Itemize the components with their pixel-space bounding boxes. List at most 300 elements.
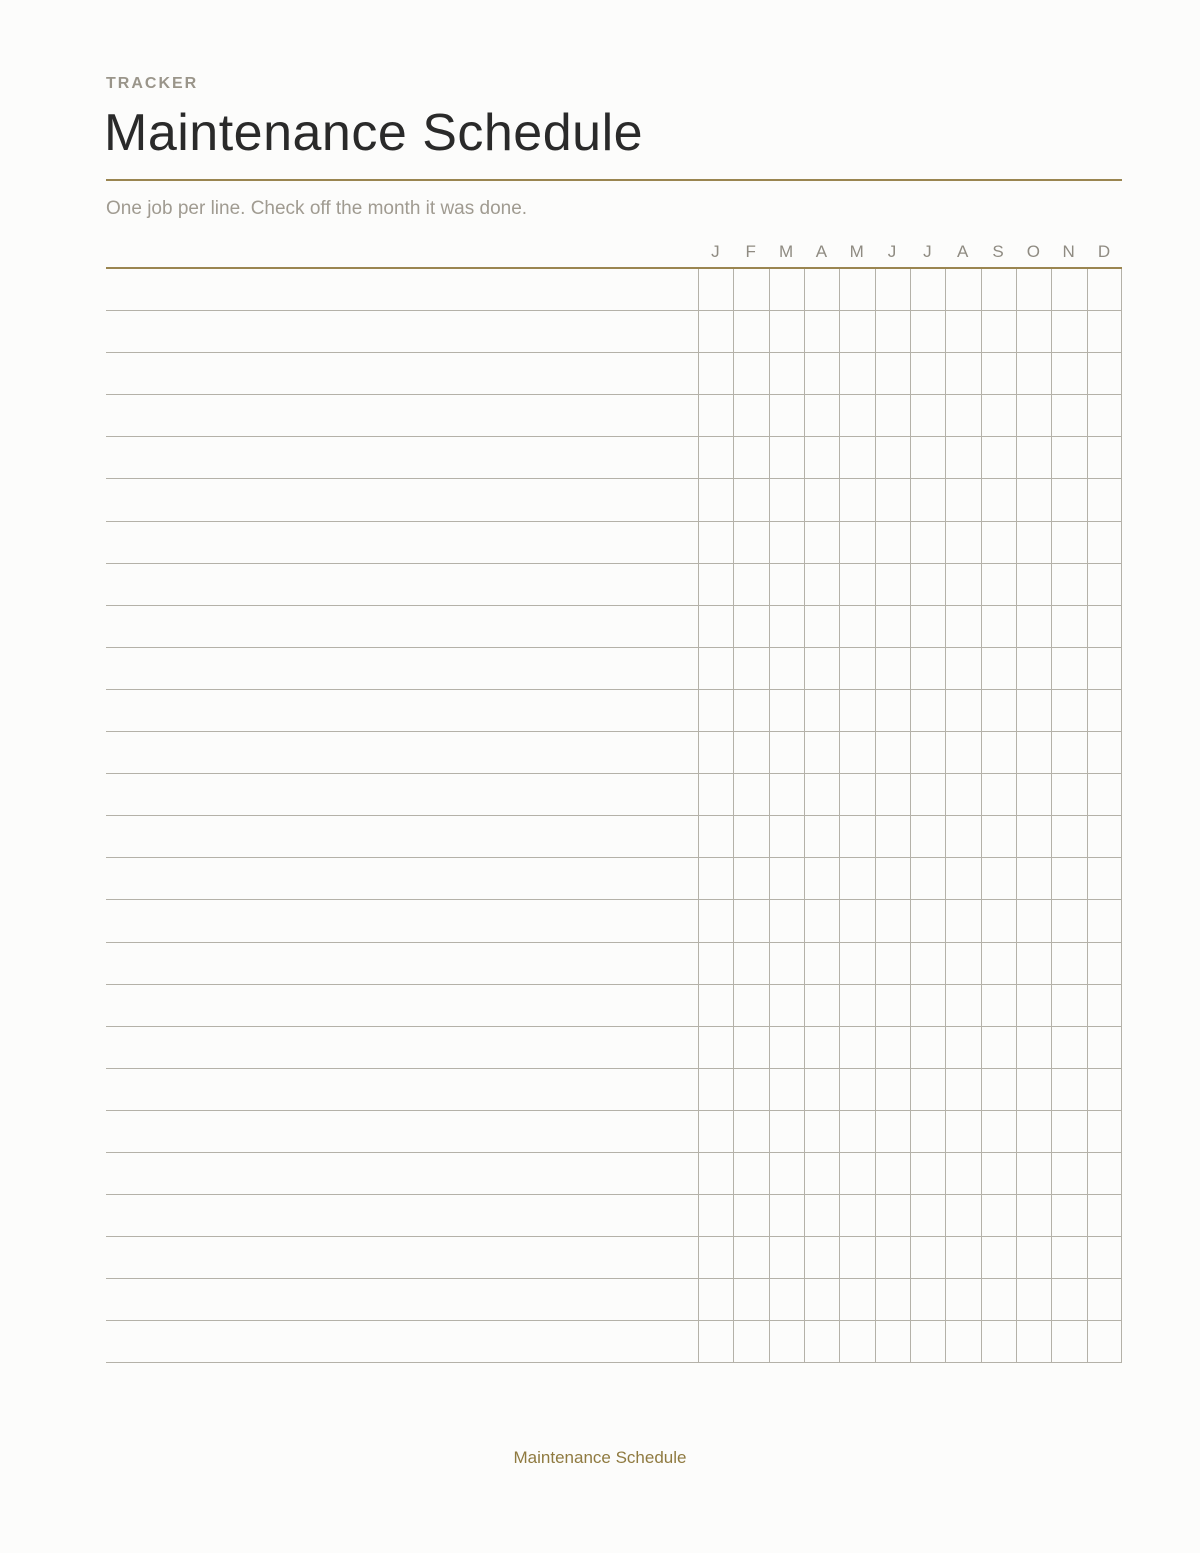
month-check-cell[interactable] [769, 858, 804, 899]
month-check-cell[interactable] [981, 1321, 1016, 1362]
month-check-cell[interactable] [1051, 353, 1086, 394]
month-check-cell[interactable] [875, 774, 910, 815]
month-check-cell[interactable] [981, 1027, 1016, 1068]
month-check-cell[interactable] [981, 564, 1016, 605]
month-check-cell[interactable] [804, 1237, 839, 1278]
month-check-cell[interactable] [733, 1153, 768, 1194]
month-check-cell[interactable] [945, 269, 980, 310]
month-check-cell[interactable] [698, 648, 733, 689]
month-check-cell[interactable] [769, 1279, 804, 1320]
month-check-cell[interactable] [839, 1321, 874, 1362]
month-check-cell[interactable] [981, 353, 1016, 394]
month-check-cell[interactable] [1016, 606, 1051, 647]
month-check-cell[interactable] [945, 437, 980, 478]
month-check-cell[interactable] [1016, 1195, 1051, 1236]
month-check-cell[interactable] [1051, 395, 1086, 436]
month-check-cell[interactable] [769, 1111, 804, 1152]
job-line[interactable] [106, 1027, 698, 1068]
month-check-cell[interactable] [698, 858, 733, 899]
month-check-cell[interactable] [733, 1195, 768, 1236]
month-check-cell[interactable] [945, 1279, 980, 1320]
month-check-cell[interactable] [945, 1111, 980, 1152]
month-check-cell[interactable] [839, 943, 874, 984]
month-check-cell[interactable] [1051, 1027, 1086, 1068]
month-check-cell[interactable] [733, 648, 768, 689]
month-check-cell[interactable] [875, 479, 910, 520]
month-check-cell[interactable] [804, 522, 839, 563]
month-check-cell[interactable] [1051, 648, 1086, 689]
month-check-cell[interactable] [839, 1111, 874, 1152]
month-check-cell[interactable] [875, 1153, 910, 1194]
job-line[interactable] [106, 774, 698, 815]
month-check-cell[interactable] [981, 1237, 1016, 1278]
month-check-cell[interactable] [1016, 522, 1051, 563]
job-line[interactable] [106, 1195, 698, 1236]
month-check-cell[interactable] [981, 1279, 1016, 1320]
month-check-cell[interactable] [981, 269, 1016, 310]
month-check-cell[interactable] [945, 774, 980, 815]
month-check-cell[interactable] [945, 479, 980, 520]
job-line[interactable] [106, 1153, 698, 1194]
month-check-cell[interactable] [839, 858, 874, 899]
month-check-cell[interactable] [769, 353, 804, 394]
month-check-cell[interactable] [1087, 1321, 1122, 1362]
month-check-cell[interactable] [910, 858, 945, 899]
month-check-cell[interactable] [875, 395, 910, 436]
month-check-cell[interactable] [1087, 564, 1122, 605]
month-check-cell[interactable] [875, 648, 910, 689]
month-check-cell[interactable] [1087, 732, 1122, 773]
month-check-cell[interactable] [769, 1069, 804, 1110]
job-line[interactable] [106, 353, 698, 394]
month-check-cell[interactable] [1016, 437, 1051, 478]
month-check-cell[interactable] [839, 774, 874, 815]
month-check-cell[interactable] [1051, 269, 1086, 310]
month-check-cell[interactable] [804, 774, 839, 815]
month-check-cell[interactable] [875, 732, 910, 773]
month-check-cell[interactable] [910, 732, 945, 773]
month-check-cell[interactable] [910, 1237, 945, 1278]
month-check-cell[interactable] [981, 774, 1016, 815]
month-check-cell[interactable] [910, 1027, 945, 1068]
month-check-cell[interactable] [1016, 943, 1051, 984]
month-check-cell[interactable] [804, 606, 839, 647]
month-check-cell[interactable] [1051, 690, 1086, 731]
month-check-cell[interactable] [1051, 1321, 1086, 1362]
month-check-cell[interactable] [1087, 648, 1122, 689]
month-check-cell[interactable] [1016, 985, 1051, 1026]
month-check-cell[interactable] [1016, 690, 1051, 731]
month-check-cell[interactable] [910, 900, 945, 941]
month-check-cell[interactable] [1016, 1027, 1051, 1068]
month-check-cell[interactable] [875, 437, 910, 478]
month-check-cell[interactable] [875, 1279, 910, 1320]
month-check-cell[interactable] [1087, 1027, 1122, 1068]
month-check-cell[interactable] [1016, 353, 1051, 394]
month-check-cell[interactable] [698, 985, 733, 1026]
month-check-cell[interactable] [945, 1237, 980, 1278]
month-check-cell[interactable] [733, 479, 768, 520]
month-check-cell[interactable] [698, 816, 733, 857]
month-check-cell[interactable] [733, 1279, 768, 1320]
month-check-cell[interactable] [1087, 522, 1122, 563]
month-check-cell[interactable] [1016, 648, 1051, 689]
month-check-cell[interactable] [839, 690, 874, 731]
month-check-cell[interactable] [769, 1321, 804, 1362]
month-check-cell[interactable] [804, 1111, 839, 1152]
month-check-cell[interactable] [945, 395, 980, 436]
month-check-cell[interactable] [839, 1237, 874, 1278]
month-check-cell[interactable] [981, 943, 1016, 984]
job-line[interactable] [106, 1321, 698, 1362]
month-check-cell[interactable] [733, 522, 768, 563]
month-check-cell[interactable] [1016, 816, 1051, 857]
job-line[interactable] [106, 1111, 698, 1152]
month-check-cell[interactable] [981, 395, 1016, 436]
month-check-cell[interactable] [910, 985, 945, 1026]
month-check-cell[interactable] [839, 522, 874, 563]
month-check-cell[interactable] [769, 648, 804, 689]
job-line[interactable] [106, 437, 698, 478]
month-check-cell[interactable] [698, 1153, 733, 1194]
month-check-cell[interactable] [733, 732, 768, 773]
month-check-cell[interactable] [698, 1111, 733, 1152]
month-check-cell[interactable] [804, 900, 839, 941]
month-check-cell[interactable] [945, 1195, 980, 1236]
month-check-cell[interactable] [769, 1195, 804, 1236]
month-check-cell[interactable] [875, 269, 910, 310]
month-check-cell[interactable] [804, 1195, 839, 1236]
month-check-cell[interactable] [698, 1237, 733, 1278]
month-check-cell[interactable] [769, 269, 804, 310]
month-check-cell[interactable] [910, 395, 945, 436]
month-check-cell[interactable] [733, 1069, 768, 1110]
month-check-cell[interactable] [875, 522, 910, 563]
month-check-cell[interactable] [1051, 943, 1086, 984]
month-check-cell[interactable] [981, 1153, 1016, 1194]
month-check-cell[interactable] [910, 690, 945, 731]
month-check-cell[interactable] [769, 816, 804, 857]
month-check-cell[interactable] [1016, 1237, 1051, 1278]
job-line[interactable] [106, 732, 698, 773]
month-check-cell[interactable] [875, 1237, 910, 1278]
month-check-cell[interactable] [769, 900, 804, 941]
month-check-cell[interactable] [910, 564, 945, 605]
month-check-cell[interactable] [839, 1279, 874, 1320]
month-check-cell[interactable] [1051, 858, 1086, 899]
month-check-cell[interactable] [1087, 1195, 1122, 1236]
month-check-cell[interactable] [804, 985, 839, 1026]
month-check-cell[interactable] [839, 816, 874, 857]
month-check-cell[interactable] [733, 985, 768, 1026]
month-check-cell[interactable] [804, 437, 839, 478]
month-check-cell[interactable] [945, 1321, 980, 1362]
month-check-cell[interactable] [698, 437, 733, 478]
month-check-cell[interactable] [1051, 816, 1086, 857]
month-check-cell[interactable] [698, 1195, 733, 1236]
job-line[interactable] [106, 564, 698, 605]
month-check-cell[interactable] [910, 774, 945, 815]
month-check-cell[interactable] [910, 816, 945, 857]
month-check-cell[interactable] [698, 353, 733, 394]
month-check-cell[interactable] [945, 900, 980, 941]
month-check-cell[interactable] [981, 479, 1016, 520]
month-check-cell[interactable] [875, 353, 910, 394]
month-check-cell[interactable] [769, 311, 804, 352]
month-check-cell[interactable] [804, 648, 839, 689]
month-check-cell[interactable] [769, 606, 804, 647]
month-check-cell[interactable] [1087, 311, 1122, 352]
month-check-cell[interactable] [1087, 479, 1122, 520]
month-check-cell[interactable] [945, 858, 980, 899]
month-check-cell[interactable] [1087, 774, 1122, 815]
month-check-cell[interactable] [1016, 395, 1051, 436]
month-check-cell[interactable] [804, 816, 839, 857]
job-line[interactable] [106, 816, 698, 857]
month-check-cell[interactable] [769, 564, 804, 605]
month-check-cell[interactable] [910, 606, 945, 647]
month-check-cell[interactable] [769, 437, 804, 478]
month-check-cell[interactable] [910, 1279, 945, 1320]
month-check-cell[interactable] [981, 311, 1016, 352]
month-check-cell[interactable] [839, 1153, 874, 1194]
month-check-cell[interactable] [804, 690, 839, 731]
job-line[interactable] [106, 311, 698, 352]
month-check-cell[interactable] [733, 564, 768, 605]
month-check-cell[interactable] [769, 395, 804, 436]
month-check-cell[interactable] [769, 690, 804, 731]
month-check-cell[interactable] [910, 943, 945, 984]
month-check-cell[interactable] [839, 437, 874, 478]
month-check-cell[interactable] [910, 437, 945, 478]
month-check-cell[interactable] [981, 985, 1016, 1026]
month-check-cell[interactable] [733, 943, 768, 984]
month-check-cell[interactable] [875, 690, 910, 731]
job-line[interactable] [106, 522, 698, 563]
month-check-cell[interactable] [839, 311, 874, 352]
month-check-cell[interactable] [875, 1321, 910, 1362]
month-check-cell[interactable] [1087, 1279, 1122, 1320]
month-check-cell[interactable] [698, 269, 733, 310]
month-check-cell[interactable] [769, 1153, 804, 1194]
month-check-cell[interactable] [875, 816, 910, 857]
month-check-cell[interactable] [945, 311, 980, 352]
month-check-cell[interactable] [698, 900, 733, 941]
month-check-cell[interactable] [1016, 1153, 1051, 1194]
month-check-cell[interactable] [1016, 479, 1051, 520]
month-check-cell[interactable] [1051, 774, 1086, 815]
month-check-cell[interactable] [804, 269, 839, 310]
job-line[interactable] [106, 606, 698, 647]
month-check-cell[interactable] [698, 1279, 733, 1320]
month-check-cell[interactable] [1051, 311, 1086, 352]
month-check-cell[interactable] [769, 732, 804, 773]
job-line[interactable] [106, 1279, 698, 1320]
month-check-cell[interactable] [804, 732, 839, 773]
month-check-cell[interactable] [1087, 437, 1122, 478]
month-check-cell[interactable] [839, 648, 874, 689]
month-check-cell[interactable] [945, 606, 980, 647]
month-check-cell[interactable] [1051, 1237, 1086, 1278]
month-check-cell[interactable] [875, 1027, 910, 1068]
month-check-cell[interactable] [839, 1027, 874, 1068]
month-check-cell[interactable] [1087, 606, 1122, 647]
month-check-cell[interactable] [769, 1237, 804, 1278]
month-check-cell[interactable] [1051, 985, 1086, 1026]
month-check-cell[interactable] [769, 479, 804, 520]
month-check-cell[interactable] [1087, 1153, 1122, 1194]
month-check-cell[interactable] [1051, 437, 1086, 478]
month-check-cell[interactable] [733, 311, 768, 352]
month-check-cell[interactable] [733, 1027, 768, 1068]
month-check-cell[interactable] [1051, 564, 1086, 605]
month-check-cell[interactable] [910, 648, 945, 689]
month-check-cell[interactable] [804, 353, 839, 394]
month-check-cell[interactable] [804, 1027, 839, 1068]
month-check-cell[interactable] [981, 1069, 1016, 1110]
month-check-cell[interactable] [804, 943, 839, 984]
month-check-cell[interactable] [1016, 1279, 1051, 1320]
month-check-cell[interactable] [733, 395, 768, 436]
job-line[interactable] [106, 479, 698, 520]
month-check-cell[interactable] [945, 985, 980, 1026]
month-check-cell[interactable] [1016, 774, 1051, 815]
month-check-cell[interactable] [981, 1111, 1016, 1152]
month-check-cell[interactable] [910, 522, 945, 563]
month-check-cell[interactable] [1016, 1111, 1051, 1152]
month-check-cell[interactable] [1087, 395, 1122, 436]
month-check-cell[interactable] [1087, 1237, 1122, 1278]
month-check-cell[interactable] [733, 858, 768, 899]
job-line[interactable] [106, 395, 698, 436]
month-check-cell[interactable] [769, 985, 804, 1026]
month-check-cell[interactable] [1087, 943, 1122, 984]
month-check-cell[interactable] [1016, 1321, 1051, 1362]
month-check-cell[interactable] [733, 269, 768, 310]
month-check-cell[interactable] [769, 522, 804, 563]
month-check-cell[interactable] [839, 1195, 874, 1236]
month-check-cell[interactable] [1016, 900, 1051, 941]
month-check-cell[interactable] [981, 606, 1016, 647]
month-check-cell[interactable] [1087, 690, 1122, 731]
month-check-cell[interactable] [1087, 1111, 1122, 1152]
month-check-cell[interactable] [945, 564, 980, 605]
month-check-cell[interactable] [733, 437, 768, 478]
month-check-cell[interactable] [875, 858, 910, 899]
month-check-cell[interactable] [1087, 353, 1122, 394]
month-check-cell[interactable] [1016, 564, 1051, 605]
month-check-cell[interactable] [945, 648, 980, 689]
month-check-cell[interactable] [981, 1195, 1016, 1236]
month-check-cell[interactable] [804, 1279, 839, 1320]
month-check-cell[interactable] [1016, 269, 1051, 310]
month-check-cell[interactable] [733, 353, 768, 394]
month-check-cell[interactable] [698, 732, 733, 773]
month-check-cell[interactable] [839, 479, 874, 520]
month-check-cell[interactable] [804, 1069, 839, 1110]
month-check-cell[interactable] [733, 900, 768, 941]
month-check-cell[interactable] [910, 1153, 945, 1194]
job-line[interactable] [106, 1069, 698, 1110]
month-check-cell[interactable] [1087, 816, 1122, 857]
month-check-cell[interactable] [698, 522, 733, 563]
month-check-cell[interactable] [733, 606, 768, 647]
month-check-cell[interactable] [1016, 732, 1051, 773]
month-check-cell[interactable] [804, 1153, 839, 1194]
month-check-cell[interactable] [1051, 900, 1086, 941]
month-check-cell[interactable] [875, 1069, 910, 1110]
job-line[interactable] [106, 269, 698, 310]
month-check-cell[interactable] [1051, 1279, 1086, 1320]
month-check-cell[interactable] [839, 985, 874, 1026]
month-check-cell[interactable] [839, 395, 874, 436]
month-check-cell[interactable] [910, 1069, 945, 1110]
month-check-cell[interactable] [698, 943, 733, 984]
month-check-cell[interactable] [875, 564, 910, 605]
month-check-cell[interactable] [839, 1069, 874, 1110]
month-check-cell[interactable] [910, 311, 945, 352]
month-check-cell[interactable] [698, 606, 733, 647]
month-check-cell[interactable] [1051, 1195, 1086, 1236]
month-check-cell[interactable] [698, 690, 733, 731]
month-check-cell[interactable] [981, 690, 1016, 731]
month-check-cell[interactable] [769, 774, 804, 815]
month-check-cell[interactable] [839, 353, 874, 394]
month-check-cell[interactable] [733, 1111, 768, 1152]
month-check-cell[interactable] [804, 395, 839, 436]
job-line[interactable] [106, 900, 698, 941]
month-check-cell[interactable] [1051, 732, 1086, 773]
month-check-cell[interactable] [981, 900, 1016, 941]
job-line[interactable] [106, 690, 698, 731]
month-check-cell[interactable] [804, 564, 839, 605]
month-check-cell[interactable] [804, 858, 839, 899]
month-check-cell[interactable] [981, 522, 1016, 563]
month-check-cell[interactable] [945, 690, 980, 731]
month-check-cell[interactable] [839, 269, 874, 310]
month-check-cell[interactable] [698, 1069, 733, 1110]
job-line[interactable] [106, 985, 698, 1026]
job-line[interactable] [106, 648, 698, 689]
month-check-cell[interactable] [945, 816, 980, 857]
month-check-cell[interactable] [981, 732, 1016, 773]
month-check-cell[interactable] [1051, 1069, 1086, 1110]
month-check-cell[interactable] [910, 269, 945, 310]
month-check-cell[interactable] [981, 648, 1016, 689]
month-check-cell[interactable] [945, 353, 980, 394]
month-check-cell[interactable] [1016, 1069, 1051, 1110]
month-check-cell[interactable] [804, 1321, 839, 1362]
month-check-cell[interactable] [698, 564, 733, 605]
month-check-cell[interactable] [875, 900, 910, 941]
month-check-cell[interactable] [910, 479, 945, 520]
month-check-cell[interactable] [769, 1027, 804, 1068]
month-check-cell[interactable] [1051, 606, 1086, 647]
month-check-cell[interactable] [945, 943, 980, 984]
month-check-cell[interactable] [1016, 311, 1051, 352]
month-check-cell[interactable] [839, 732, 874, 773]
month-check-cell[interactable] [875, 606, 910, 647]
month-check-cell[interactable] [981, 816, 1016, 857]
month-check-cell[interactable] [1087, 858, 1122, 899]
month-check-cell[interactable] [1051, 522, 1086, 563]
month-check-cell[interactable] [875, 1195, 910, 1236]
month-check-cell[interactable] [910, 1195, 945, 1236]
month-check-cell[interactable] [698, 1321, 733, 1362]
month-check-cell[interactable] [981, 858, 1016, 899]
job-line[interactable] [106, 943, 698, 984]
month-check-cell[interactable] [733, 1237, 768, 1278]
